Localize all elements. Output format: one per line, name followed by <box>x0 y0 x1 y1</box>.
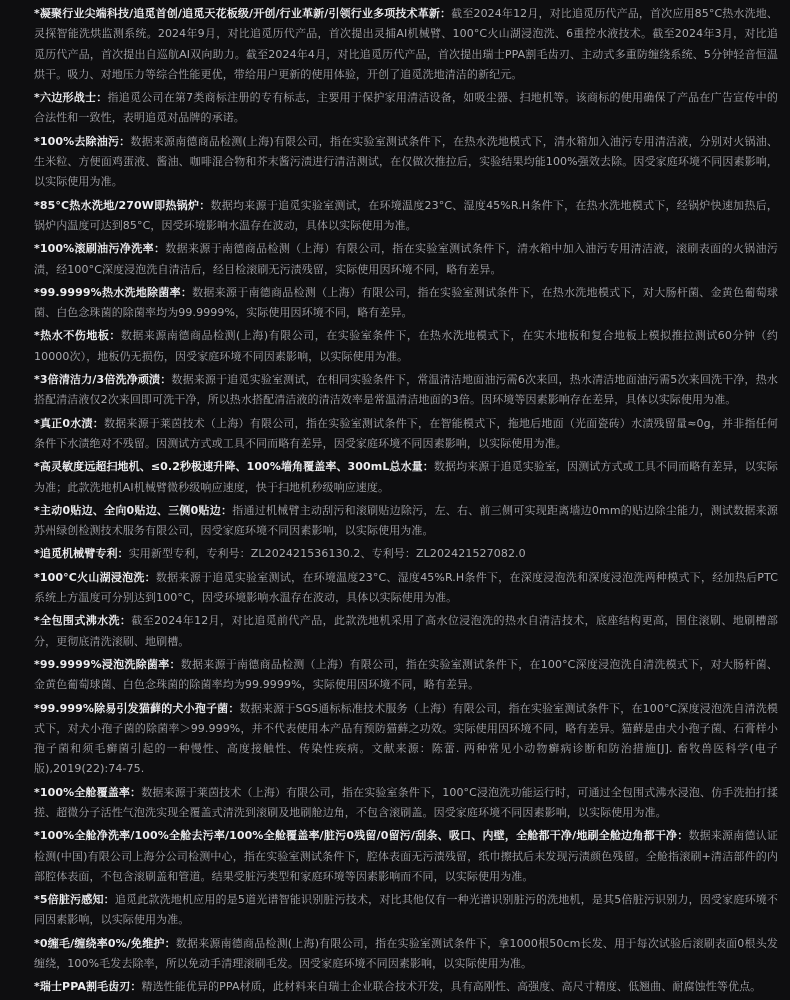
note-title: *热水不伤地板： <box>34 329 121 343</box>
note-title: *高灵敏度远超扫地机、≤0.2秒极速升降、100%墙角覆盖率、300mL总水量： <box>34 460 434 474</box>
note-title: *凝聚行业尖端科技/追觅首创/追觅天花板级/开创/行业革新/引领行业多项技术革新： <box>34 7 452 20</box>
note-item <box>34 370 778 411</box>
note-text: 数据来源于莱茵技术（上海）有限公司，指在实验室测试条件下，在智能模式下，拖地后地面（光面瓷砖）水渍残留量≈0g，并非指任何条件下水渍绝对不残留。因测试方式或工具不同而略有差异，因受家庭环境不同因素影响，以实际使用为准。 <box>34 416 779 450</box>
note-text: 数据均来源于追觅实验室，因测试方式或工具不同而略有差异，以实际为准；此款洗地机AI机械臂微秒级响应速度，快于扫地机秒级响应速度。 <box>34 460 778 494</box>
note-item <box>34 4 778 85</box>
note-title: *0缠毛/缠绕率0%/免维护： <box>34 936 176 950</box>
note-title: *5倍脏污感知： <box>34 893 115 907</box>
note-text: 数据来源于南德商品检测（上海）有限公司，指在实验室测试条件下，在100°C深度浸泡洗自清洗模式下，对大肠杆菌、金黄色葡萄球菌、白色念珠菌的除菌率均为99.9999%，实际使用因环境不同，略有差异。 <box>34 657 778 692</box>
note-text: 数据均来源于追觅实验室测试，在环境温度23°C、湿度45%R.H条件下，在热水洗地模式下，经锅炉快速加热后，锅炉内温度可达到85°C，因受环境影响水温存在波动，具体以实际使用为准。 <box>34 198 778 232</box>
note-text: 指追觅公司在第7类商标注册的专有标志，主要用于保护家用清洁设备，如吸尘器、扫地机等。该商标的使用确保了产品在广告宣传中的合法性和一致性，表明追觅对品牌的承诺。 <box>34 91 778 125</box>
note-item <box>34 611 778 652</box>
note-item <box>34 783 778 824</box>
note-item <box>34 826 778 887</box>
note-item <box>34 544 778 564</box>
note-title: *100%全舱覆盖率： <box>34 785 142 799</box>
note-title: *全包围式沸水洗： <box>34 614 132 628</box>
note-item <box>34 977 778 997</box>
note-text: 指通过机械臂主动刮污和滚刷贴边除污，左、右、前三侧可实现距离墙边0mm的贴边除尘能力，测试数据来源苏州绿创检测技术服务有限公司，因受家庭环境不同因素影响，以实际使用为准。 <box>34 503 778 538</box>
note-text: 追觅此款洗地机应用的是5道光谱智能识别脏污技术，对比其他仅有一种光谱识别脏污的洗地机，是其5倍脏污识别力，因受家庭环境不同因素影响，以实际使用为准。 <box>34 893 778 927</box>
note-text: 数据来源南德商品检测(上海)有限公司，在实验室条件下，在热水洗地模式下，在实木地板和复合地板上模拟推拉测试60分钟（约10000次），地板仍无损伤，因受家庭环境不同因素影响，以实际使用为准。 <box>34 329 778 363</box>
note-item <box>34 457 778 498</box>
note-text: 实用新型专利，专利号：ZL202421536130.2、专利号：ZL202421527082.0 <box>128 547 526 561</box>
note-text: 数据来源南德商品检测(上海)有限公司，指在实验室测试条件下，在热水洗地模式下，清水箱加入油污专用清洁液，分别对火锅油、生米粒、方便面鸡蛋液、酱油、咖啡混合物和芥末酱污渍进行清洁测试，在仅做次推拉后，实验结果均能100%强效去除。因受家庭环境不同因素影响，以实际使用为准。 <box>34 134 778 189</box>
note-item <box>34 890 778 931</box>
note-title: *100°C火山湖浸泡洗： <box>34 570 156 584</box>
note-text: 数据来源南德认证检测(中国)有限公司上海分公司检测中心，指在实验室测试条件下，腔体表面无污渍残留，纸巾擦拭后未发现污渍颜色残留。全舱指滚刷+清洁部件的内部腔体表面，不包含滚刷盖和管道。结果受脏污类型和家庭环境等因素影响而不同，以实际使用为准。 <box>34 829 778 883</box>
note-title: *99.9999%浸泡洗除菌率： <box>34 657 181 671</box>
note-item <box>34 414 778 455</box>
note-text: 数据来源于南德商品检测（上海）有限公司，指在实验室测试条件下，清水箱中加入油污专用清洁液，滚刷表面的火锅油污渍，经100°C深度浸泡洗自清洁后，经目检滚刷无污渍残留，实际使用因环境不同，略有差异。 <box>34 242 778 276</box>
note-text: 数据来源于莱茵技术（上海）有限公司，指在实验室条件下，100°C浸泡洗功能运行时，可通过全包围式沸水浸泡、仿手洗拍打揉搓、超微分子活性气泡洗实现全覆盖式清洗到滚刷及地刷舱边角，不包含滚刷盖。因受家庭环境不同因素影响，以实际使用为准。 <box>34 785 778 819</box>
note-text: 数据来源于追觅实验室测试，在环境温度23°C、湿度45%R.H条件下，在深度浸泡洗和深度浸泡洗两种模式下，经加热后PTC系统上方温度可分别达到100°C，因受环境影响水温存在波动，具体以实际使用为准。 <box>34 570 778 605</box>
note-text: 精选性能优异的PPA材质，此材料来自瑞士企业联合技术开发，具有高刚性、高强度、高尺寸精度、低翘曲、耐腐蚀性等优点。 <box>141 980 762 994</box>
note-item <box>34 196 778 237</box>
note-text: 数据来源于SGS通标标准技术服务（上海）有限公司，指在实验室测试条件下，在100°C深度浸泡洗自清洗模式下，对犬小孢子菌的除菌率＞99.999%，并不代表使用本产品有预防猫藓之功效。实际使用因环境不同，略有差异。猫藓是由犬小孢子菌、石膏样小孢子菌和须毛癣菌引起的一种慢性、高度接触性、传染性疾病。文献来源：陈蕾. 两种常见小动物癣病诊断和防治措施[J]. 畜牧兽医科学(电子版),2019(22):74-75. <box>34 701 778 776</box>
note-title: *六边形战士： <box>34 91 108 105</box>
note-title: *99.9999%热水洗地除菌率： <box>34 285 193 299</box>
note-item <box>34 655 778 696</box>
note-text: 数据来源南德商品检测(上海)有限公司，指在实验室测试条件下，拿1000根50cm长发、用于每次试验后滚刷表面0根头发缠绕，100%毛发去除率，所以免动手清理滚刷毛发。因受家庭环境不同因素影响，以实际使用为准。 <box>34 936 778 971</box>
note-item <box>34 326 778 367</box>
note-title: *100%滚刷油污净洗率： <box>34 242 166 256</box>
note-item <box>34 239 778 280</box>
note-text: 数据来源于追觅实验室测试，在相同实验条件下，常温清洁地面油污需6次来回，热水清洁地面油污需5次来回洗干净，热水搭配清洁液仅2次来回即可洗干净，所以热水搭配清洁液的清洁效率是常温清洁地面的3倍。因环境等因素影响存在差异，具体以实际使用为准。 <box>34 373 778 407</box>
note-text: 截至2024年12月，对比追觅历代产品，首次应用85°C热水洗地、灵探智能洗烘监测系统。2024年9月，对比追觅历代产品，首次提出灵捕AI机械臂、100°C火山湖浸泡洗、6重控水液技术。截至2024年3月，对比追觅历代产品，首次提出自巡航AI双向助力。截至2024年4月，对比追觅历代产品，首次提出瑞士PPA割毛齿刃、主动式多重防缠绕系统、5分钟轻音恒温烘干。吸力、对地压力等综合性能更优，带给用户更新的使用体验，开创了追觅洗地清洁的新纪元。 <box>34 7 779 81</box>
note-title: *主动0贴边、全向0贴边、三侧0贴边： <box>34 503 233 517</box>
note-item <box>34 934 778 975</box>
note-text: 数据来源于南德商品检测（上海）有限公司，指在实验室测试条件下，在热水洗地模式下，对大肠杆菌、金黄色葡萄球菌、白色念珠菌的除菌率均为99.9999%，实际使用因环境不同，略有差异。 <box>34 285 778 320</box>
note-item <box>34 568 778 609</box>
note-text: 截至2024年12月，对比追觅前代产品，此款洗地机采用了高水位浸泡洗的热水自清洁技术，底座结构更高，围住滚刷、地刷槽部分，更彻底清洗滚刷、地刷槽。 <box>34 614 779 648</box>
note-item <box>34 699 778 780</box>
note-item <box>34 501 778 542</box>
note-title: *追觅机械臂专利： <box>34 547 129 561</box>
note-item <box>34 283 778 324</box>
note-title: *100%去除油污： <box>34 134 131 148</box>
note-title: *瑞士PPA割毛齿刃： <box>34 980 142 994</box>
note-item <box>34 88 778 129</box>
note-item <box>34 132 778 193</box>
note-title: *100%全舱净洗率/100%全舱去污率/100%全舱覆盖率/脏污0残留/0留污/刮条、吸口、内壁，全舱都干净/地刷全舱边角都干净： <box>34 829 689 843</box>
note-title: *85°C热水洗地/270W即热锅炉： <box>34 198 211 212</box>
note-title: *99.999%除易引发猫藓的犬小孢子菌： <box>34 701 240 715</box>
note-title: *3倍清洁力/3倍洗净顽渍： <box>34 373 172 387</box>
note-title: *真正0水渍： <box>34 416 104 430</box>
